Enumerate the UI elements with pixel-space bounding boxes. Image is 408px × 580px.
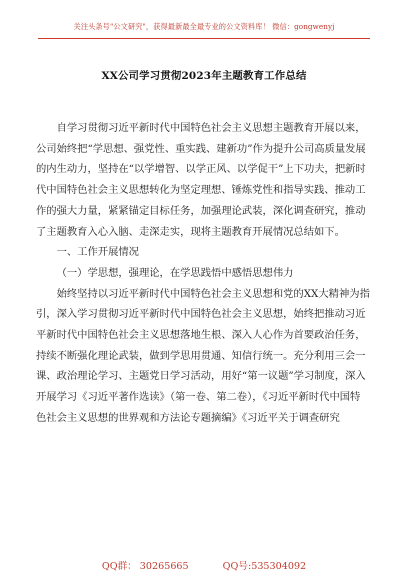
subsection-heading: （一）学思想，强理论，在学思践悟中感悟思想伟力 [56, 266, 294, 279]
body-paragraph: 始终坚持以习近平新时代中国特色社会主义思想和党的XX大精神为指引，深入学习贯彻习近平新时代中国特色社会主义思想，始终把推动习近平新时代中国特色社会主义思想落地生根、深入人心作为首要政治任务，持续不断强化理论武装，做到学思用贯通、知信行统一。充分利用三会一课、政治理论学习、主题党日学习活动，用好“第一议题”学习制度，深入开展学习《习近平著作选读》（第一卷、第二卷），《习近平新时代中国特色社会主义思想的世界观和方法论专题摘编》《习近平关于调查研究 [36, 287, 370, 424]
footer-qq-number: QQ号:535304092 [222, 561, 307, 572]
header-promo-note: 关注头条号"公文研究"，获得最新最全最专业的公文资料库！ 微信：gongwenyj [73, 22, 335, 31]
footer-contact [0, 558, 408, 572]
footer-qq-group: QQ群： 30265665 [101, 561, 189, 572]
document-body [36, 118, 370, 429]
intro-paragraph: 自学习贯彻习近平新时代中国特色社会主义思想主题教育开展以来，公司始终把“学思想、强党性、重实践、建新功”作为提升公司高质量发展的内生动力，坚持在“以学增智、以学正风、以学促干”上下功夫，把新时代中国特色社会主义思想转化为坚定理想、锤炼党性和指导实践、推动工作的强大力量，紧紧锚定目标任务，加强理论武装，深化调查研究，推动了主题教育入心入脑、走深走实，现将主题教育开展情况总结如下。 [36, 122, 366, 238]
section-heading: 一、工作开展情况 [56, 246, 139, 259]
document-title: XX公司学习贯彻2023年主题教育工作总结 [101, 70, 307, 82]
header-divider [38, 38, 370, 39]
